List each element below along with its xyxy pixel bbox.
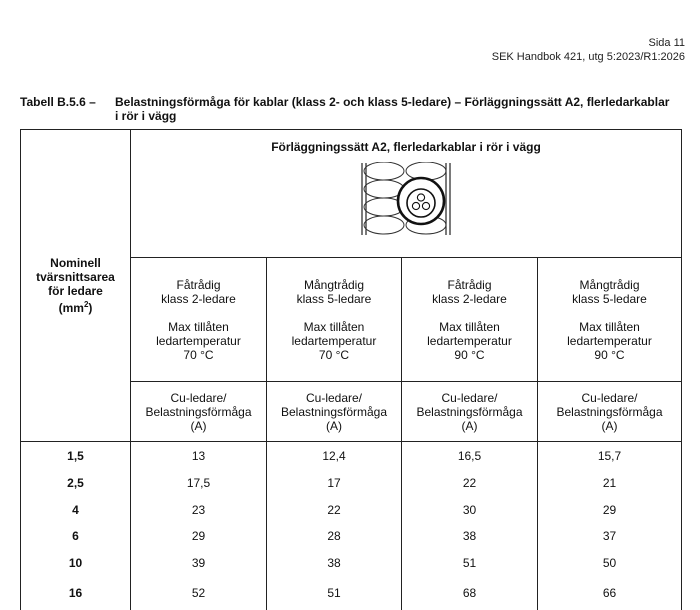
installation-method-header — [131, 130, 682, 258]
unit-header-1: Cu-ledare/ Belastningsförmåga (A) — [131, 382, 267, 442]
column-header-1: Fåtrådig klass 2-ledare Max tillåten ledartemperatur 70 °C — [131, 258, 267, 382]
table-row — [21, 497, 682, 523]
value-cell: 15,7 — [538, 442, 682, 470]
column-header-4: Mångtrådig klass 5-ledare Max tillåten ledartemperatur 90 °C — [538, 258, 682, 382]
unit-header-3: Cu-ledare/ Belastningsförmåga (A) — [402, 382, 538, 442]
unit-header-2: Cu-ledare/ Belastningsförmåga (A) — [267, 382, 402, 442]
value-cell: 38 — [267, 550, 402, 576]
table-row — [21, 442, 682, 470]
conduit-in-wall-diagram — [358, 162, 454, 236]
value-cell: 17 — [267, 470, 402, 497]
installation-method-title: Förläggningssätt A2, flerledarkablar i rör i vägg — [271, 140, 541, 154]
value-cell: 22 — [402, 470, 538, 497]
value-cell: 29 — [131, 523, 267, 550]
table-row — [21, 523, 682, 550]
value-cell: 51 — [267, 576, 402, 610]
column-header-2: Mångtrådig klass 5-ledare Max tillåten ledartemperatur 70 °C — [267, 258, 402, 382]
area-cell: 2,5 — [21, 470, 131, 497]
value-cell: 37 — [538, 523, 682, 550]
current-capacity-table — [20, 129, 682, 610]
unit-header-4: Cu-ledare/ Belastningsförmåga (A) — [538, 382, 682, 442]
table-label: Tabell B.5.6 – — [20, 95, 96, 109]
value-cell: 12,4 — [267, 442, 402, 470]
page-number: Sida 11 — [648, 37, 685, 49]
value-cell: 23 — [131, 497, 267, 523]
value-cell: 16,5 — [402, 442, 538, 470]
value-cell: 13 — [131, 442, 267, 470]
value-cell: 21 — [538, 470, 682, 497]
area-cell: 4 — [21, 497, 131, 523]
value-cell: 51 — [402, 550, 538, 576]
table-row — [21, 550, 682, 576]
value-cell: 28 — [267, 523, 402, 550]
area-cell: 10 — [21, 550, 131, 576]
area-cell: 16 — [21, 576, 131, 610]
value-cell: 39 — [131, 550, 267, 576]
column-header-3: Fåtrådig klass 2-ledare Max tillåten ledartemperatur 90 °C — [402, 258, 538, 382]
value-cell: 22 — [267, 497, 402, 523]
area-cell: 6 — [21, 523, 131, 550]
table-row — [21, 470, 682, 497]
value-cell: 66 — [538, 576, 682, 610]
value-cell: 29 — [538, 497, 682, 523]
page-header — [492, 36, 685, 64]
area-cell: 1,5 — [21, 442, 131, 470]
value-cell: 38 — [402, 523, 538, 550]
value-cell: 17,5 — [131, 470, 267, 497]
value-cell: 30 — [402, 497, 538, 523]
table-row — [21, 576, 682, 610]
value-cell: 52 — [131, 576, 267, 610]
value-cell: 50 — [538, 550, 682, 576]
table-title: Belastningsförmåga för kablar (klass 2- och klass 5-ledare) – Förläggningssätt A2, flerledarkablar i rör i vägg — [115, 95, 670, 123]
row-header-cross-section: Nominell tvärsnittsarea för ledare $(mm^2)$ — [21, 130, 131, 442]
value-cell: 68 — [402, 576, 538, 610]
publication-reference: SEK Handbok 421, utg 5:2023/R1:2026 — [491, 51, 685, 63]
